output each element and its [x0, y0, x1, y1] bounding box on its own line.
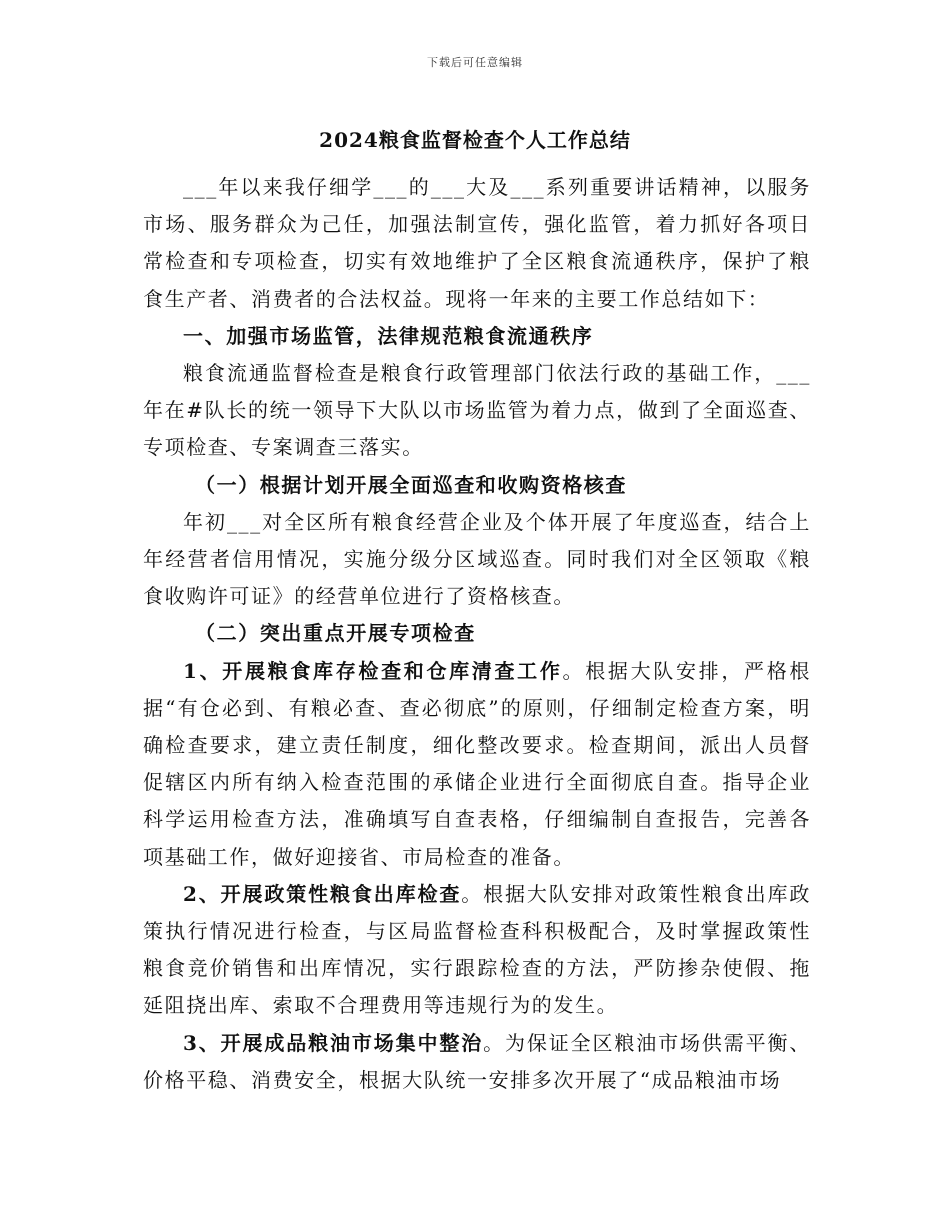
- item2-paragraph: [143, 876, 811, 1025]
- sub1-heading: （一）根据计划开展全面巡查和收购资格核查: [195, 472, 627, 497]
- document-body: [143, 169, 811, 1099]
- section1-heading: 一、加强市场监管，法律规范粮食流通秩序: [183, 323, 594, 348]
- item1-paragraph: [143, 653, 811, 876]
- item2-text: 。根据大队安排对政策性粮食出库政策执行情况进行检查，与区局监督检查科积极配合，及时掌握政策性粮食竞价销售和出库情况，实行跟踪检查的方法，严防掺杂使假、拖延阻挠出库、索取不合理费用等违规行为的发生。: [143, 881, 811, 1018]
- document-title: 2024粮食监督检查个人工作总结: [319, 128, 631, 152]
- item3-paragraph: [143, 1025, 811, 1099]
- item1-lead: 1、开展粮食库存检查和仓库清查工作: [183, 658, 563, 683]
- sub1-paragraph: 年初___对全区所有粮食经营企业及个体开展了年度巡查，结合上年经营者信用情况，实施分级分区域巡查。同时我们对全区领取《粮食收购许可证》的经营单位进行了资格核查。: [143, 509, 811, 609]
- header-watermark: 下载后可任意编辑: [427, 56, 523, 69]
- section1-paragraph: 粮食流通监督检查是粮食行政管理部门依法行政的基础工作，___年在#队长的统一领导下大队以市场监管为着力点，做到了全面巡查、专项检查、专案调查三落实。: [143, 361, 811, 460]
- item2-lead: 2、开展政策性粮食出库检查: [183, 881, 462, 906]
- item1-text: 。根据大队安排，严格根据“有仓必到、有粮必查、查必彻底”的原则，仔细制定检查方案，明确检查要求，建立责任制度，细化整改要求。检查期间，派出人员督促辖区内所有纳入检查范围的承储企业进行全面彻底自查。指导企业科学运用检查方法，准确填写自查表格，仔细编制自查报告，完善各项基础工作，做好迎接省、市局检查的准备。: [143, 658, 811, 869]
- intro-paragraph: ___年以来我仔细学___的___大及___系列重要讲话精神，以服务市场、服务群众为己任，加强法制宣传，强化监管，着力抓好各项日常检查和专项检查，切实有效地维护了全区粮食流通秩序，保护了粮食生产者、消费者的合法权益。现将一年来的主要工作总结如下：: [143, 175, 811, 311]
- sub2-heading: （二）突出重点开展专项检查: [195, 621, 476, 646]
- item3-text: 。为保证全区粮油市场供需平衡、价格平稳、消费安全，根据大队统一安排多次开展了“成品粮油市场: [143, 1030, 811, 1092]
- item3-lead: 3、开展成品粮油市场集中整治: [183, 1030, 484, 1055]
